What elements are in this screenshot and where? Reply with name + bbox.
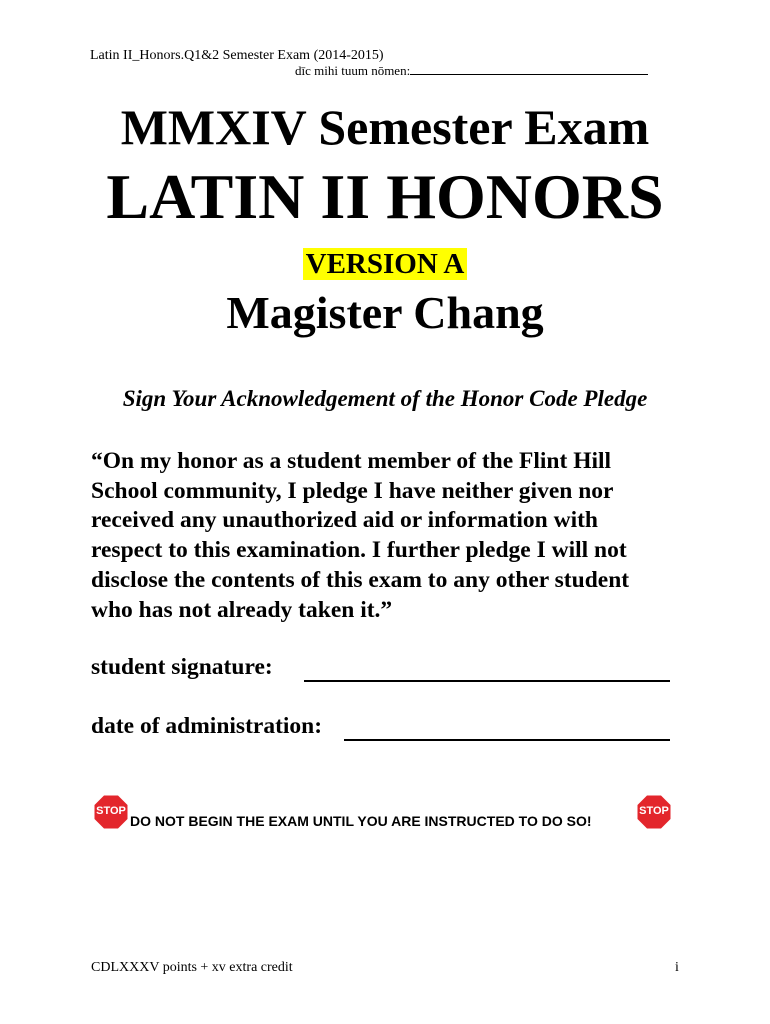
stop-text: STOP (96, 805, 126, 817)
pledge-line: School community, I pledge I have neither given nor (91, 477, 614, 504)
exam-title: MMXIV Semester Exam (120, 99, 650, 155)
footer-page-number: i (675, 960, 679, 975)
pledge-line: “On my honor as a student member of the Flint Hill (91, 448, 612, 474)
pledge-line: who has not already taken it.” (91, 596, 393, 623)
honor-pledge-text (91, 447, 691, 625)
stop-sign-icon (93, 794, 129, 830)
course-title: LATIN II HONORS (106, 161, 664, 232)
name-blank-line[interactable] (410, 63, 648, 75)
exam-start-warning: DO NOT BEGIN THE EXAM UNTIL YOU ARE INSTRUCTED TO DO SO! (130, 813, 592, 829)
header-name-field (295, 63, 648, 79)
honor-code-heading: Sign Your Acknowledgement of the Honor Code Pledge (122, 386, 648, 411)
pledge-line: received any unauthorized aid or information with (91, 507, 598, 534)
version-label (0, 248, 770, 281)
footer-points: CDLXXXV points + xv extra credit (91, 960, 293, 975)
signature-label: student signature: (91, 654, 273, 680)
date-label: date of administration: (91, 713, 323, 739)
pledge-line: respect to this examination. I further pledge I will not (91, 537, 627, 564)
stop-text: STOP (639, 805, 669, 817)
pledge-line: disclose the contents of this exam to any other student (91, 566, 630, 593)
date-blank-line[interactable] (344, 739, 670, 741)
stop-sign-icon (636, 794, 672, 830)
signature-blank-line[interactable] (304, 680, 670, 682)
version-highlight: VERSION A (303, 248, 468, 280)
header-course-line: Latin II_Honors.Q1&2 Semester Exam (2014-2015) (90, 48, 384, 63)
name-prompt: dīc mihi tuum nōmen: (295, 63, 411, 78)
teacher-name: Magister Chang (226, 287, 544, 338)
